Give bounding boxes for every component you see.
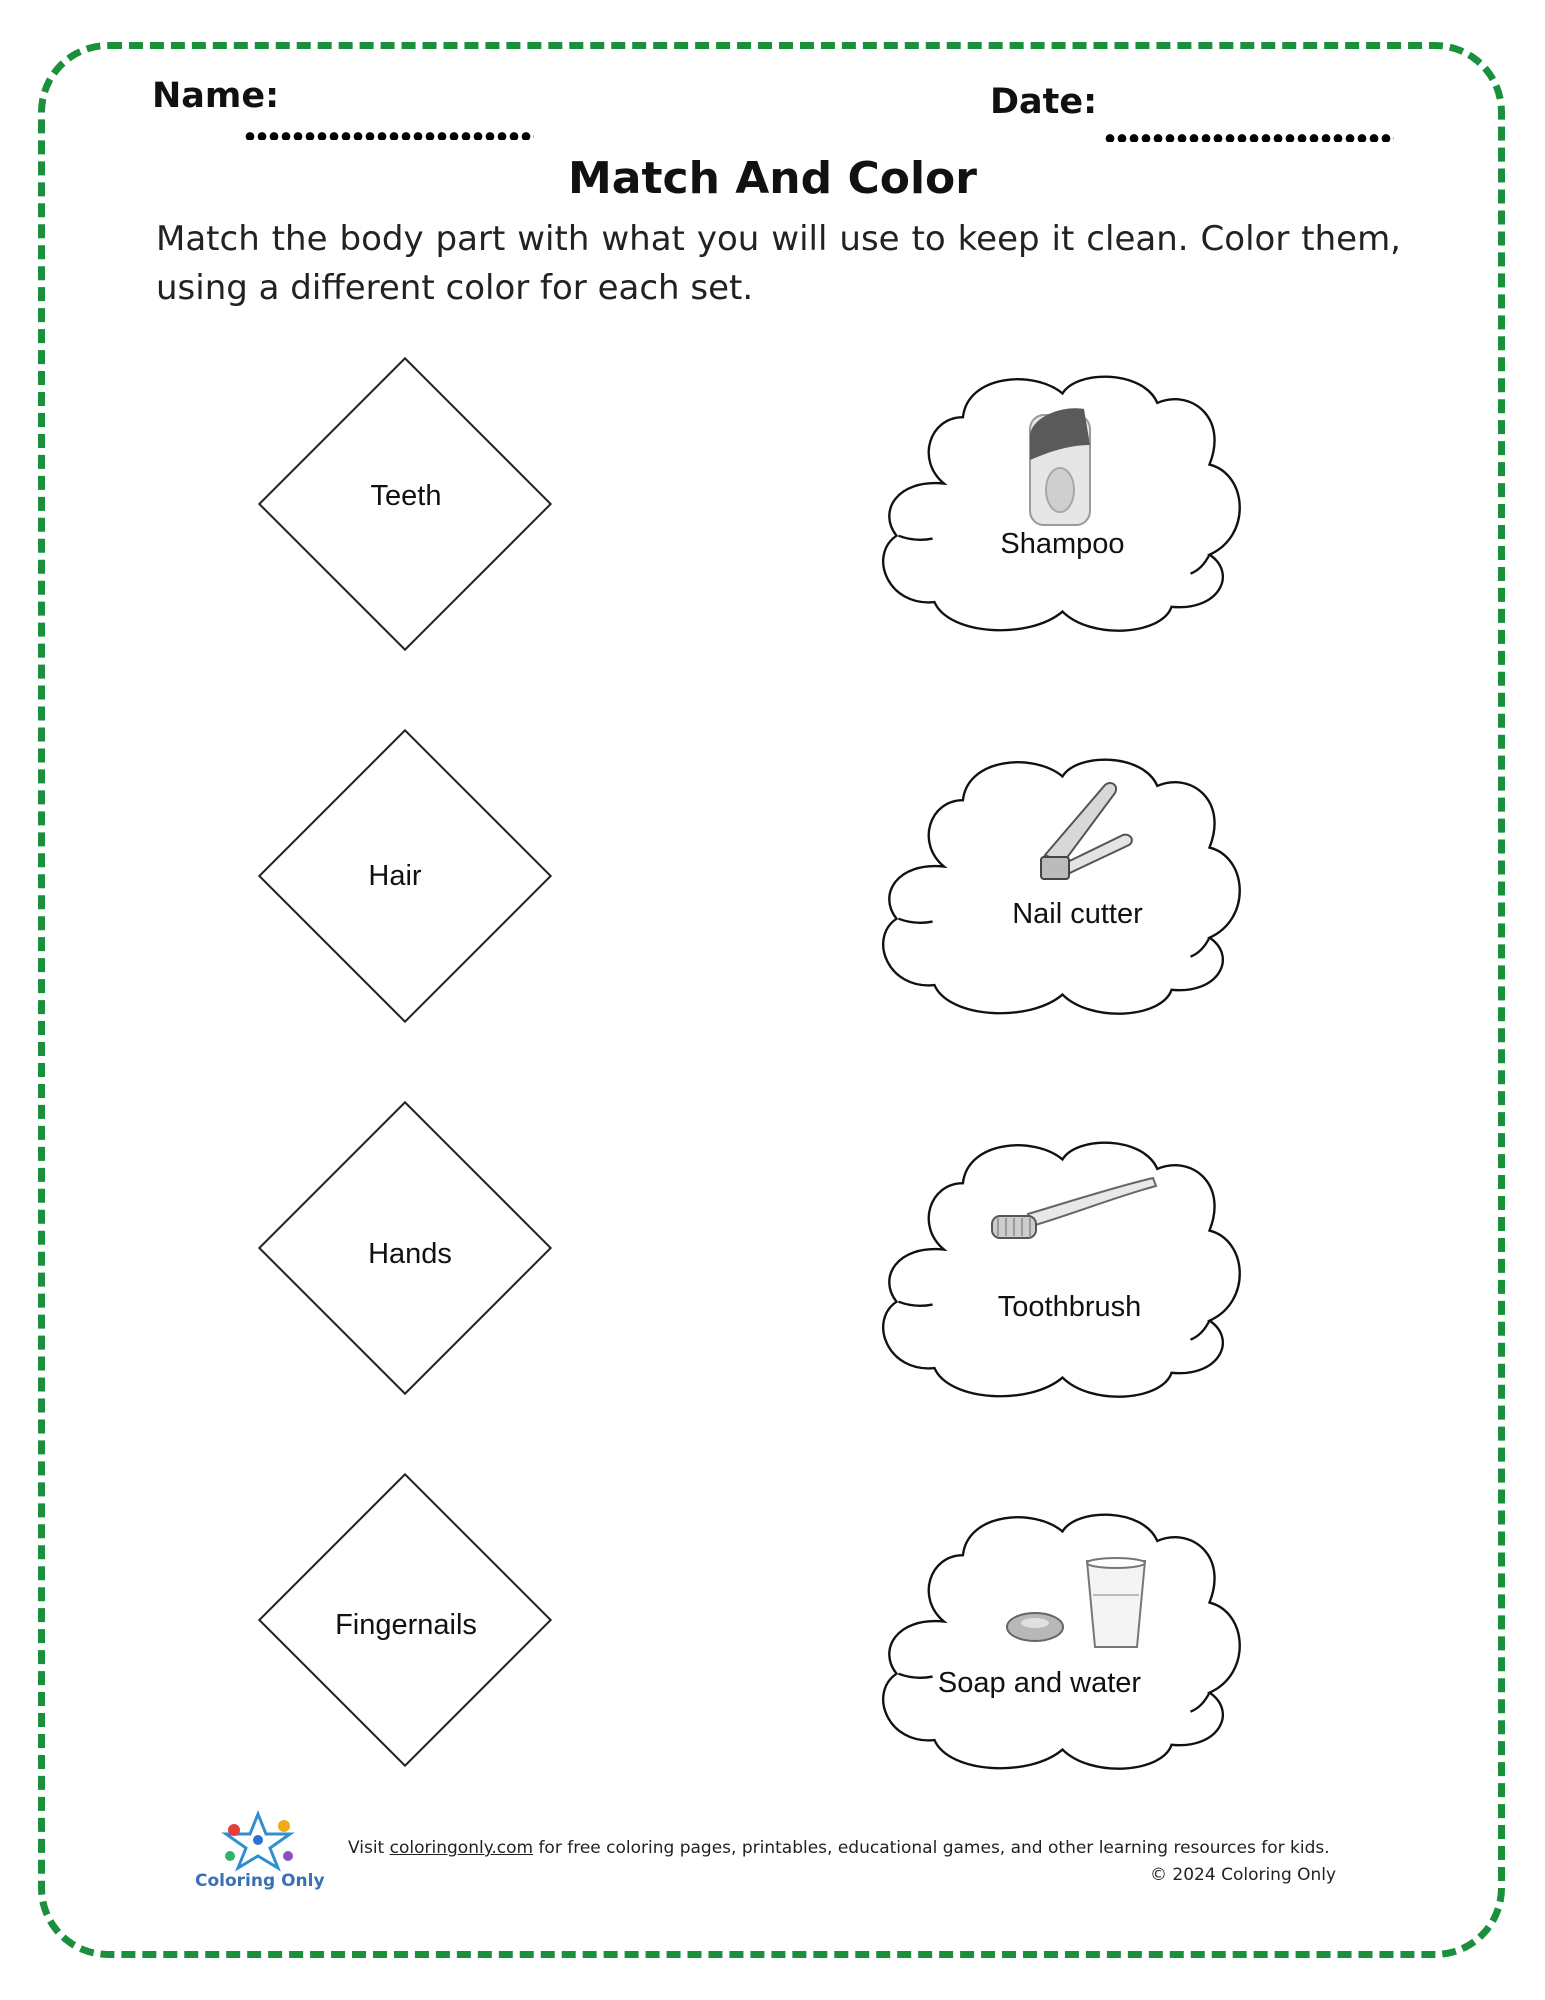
body-part-label: Hair [368,860,422,892]
item-label: Toothbrush [997,1291,1142,1323]
item-label: Nail cutter [1012,898,1143,930]
toothbrush-icon [988,1172,1158,1252]
soap-and-glass-icon [1005,1555,1155,1655]
instructions: Match the body part with what you will use to keep it clean. Color them, using a different color for each set. [156,219,1401,308]
coloringonly-link[interactable]: coloringonly.com [389,1838,534,1858]
logo-text: Coloring Only [195,1871,325,1891]
nail-cutter-icon [1035,775,1140,887]
name-fill-line[interactable] [244,132,534,140]
item-label: Soap and water [937,1667,1142,1699]
body-part-label: Hands [368,1238,452,1270]
name-label: Name: [152,76,280,116]
footer-visit-suffix: for free coloring pages, printables, educational games, and other learning resources for kids. [533,1838,1330,1858]
item-label: Shampoo [1000,528,1125,560]
date-fill-line[interactable] [1104,134,1394,142]
footer-visit-prefix: Visit [348,1838,390,1858]
body-part-label: Fingernails [335,1609,477,1641]
body-part-label: Teeth [370,480,442,512]
coloring-only-logo-icon [218,1810,300,1872]
date-label: Date: [990,82,1098,122]
page-border [38,42,1505,1958]
footer-visit-line [348,1838,1330,1858]
page-title: Match And Color [568,153,977,204]
copyright-text: © 2024 Coloring Only [1150,1865,1337,1885]
shampoo-bottle-icon [1022,405,1100,530]
